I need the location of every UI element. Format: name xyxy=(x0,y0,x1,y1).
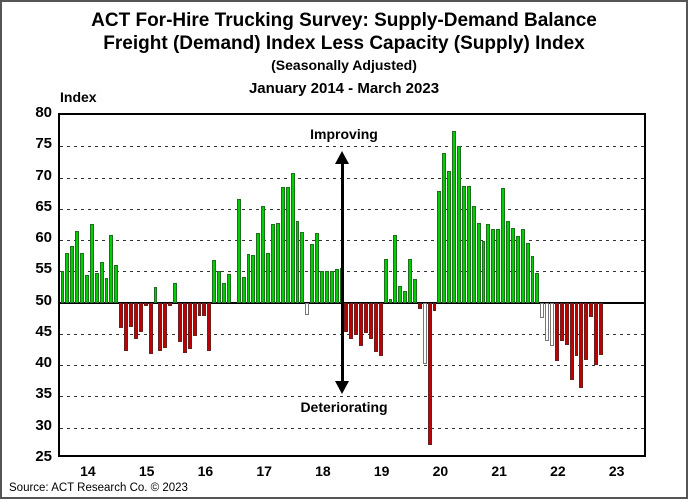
bar-2018-09 xyxy=(335,269,339,302)
gridline-35 xyxy=(60,396,644,397)
bar-2019-02 xyxy=(359,303,363,346)
bar-2019-09 xyxy=(393,235,397,303)
bar-2017-09 xyxy=(276,223,280,302)
bar-2015-10 xyxy=(163,303,167,349)
bar-2014-05 xyxy=(80,253,84,303)
bar-2017-01 xyxy=(237,199,241,302)
y-axis-unit-label: Index xyxy=(60,89,97,105)
bar-2021-01 xyxy=(472,206,476,303)
bar-2021-02 xyxy=(477,223,481,302)
bar-2019-04 xyxy=(369,303,373,339)
gridline-70 xyxy=(60,178,644,179)
bar-2018-02 xyxy=(300,232,304,303)
bar-2023-03 xyxy=(599,303,603,355)
arrow-up-icon xyxy=(335,151,349,164)
bar-2020-08 xyxy=(447,171,451,303)
gridline-30 xyxy=(60,428,644,429)
bar-2021-07 xyxy=(501,188,505,302)
chart-date-range: January 2014 - March 2023 xyxy=(248,80,440,97)
bar-2022-08 xyxy=(565,303,569,346)
bar-2023-02 xyxy=(594,303,598,366)
deteriorating-annotation: Deteriorating xyxy=(296,399,391,415)
arrow-down-icon xyxy=(335,381,349,394)
bar-2017-03 xyxy=(247,254,251,302)
x-tick-18: 18 xyxy=(315,463,331,479)
bar-2022-03 xyxy=(540,303,544,319)
bar-2017-02 xyxy=(242,277,246,303)
bar-2019-08 xyxy=(389,299,393,303)
y-tick-40: 40 xyxy=(35,354,52,372)
y-tick-35: 35 xyxy=(35,385,52,403)
bar-2017-07 xyxy=(266,253,270,302)
bar-2018-11 xyxy=(344,303,348,332)
bar-2016-07 xyxy=(207,303,211,351)
bar-2022-01 xyxy=(531,256,535,302)
bar-2014-03 xyxy=(70,246,74,302)
bar-2021-05 xyxy=(491,229,495,303)
bar-2019-06 xyxy=(379,303,383,356)
bar-2018-07 xyxy=(325,271,329,302)
bar-2016-09 xyxy=(217,271,221,302)
x-tick-23: 23 xyxy=(608,463,625,479)
bar-2016-11 xyxy=(227,274,231,302)
bar-2020-06 xyxy=(437,191,441,302)
bar-2015-09 xyxy=(158,303,162,352)
bar-2015-11 xyxy=(168,303,172,307)
bar-2016-04 xyxy=(193,303,197,336)
chart-subtitle: (Seasonally Adjusted) xyxy=(271,57,417,73)
bar-2020-11 xyxy=(462,186,466,302)
bar-2014-09 xyxy=(100,262,104,303)
bar-2018-03 xyxy=(305,303,309,315)
bar-2015-03 xyxy=(129,303,133,327)
y-tick-80: 80 xyxy=(35,104,52,121)
bar-2015-01 xyxy=(119,303,123,328)
y-tick-75: 75 xyxy=(35,135,52,153)
bar-2015-08 xyxy=(154,287,158,303)
bar-2020-12 xyxy=(467,186,471,302)
bar-2019-12 xyxy=(408,259,412,303)
bar-2020-09 xyxy=(452,131,456,303)
bar-2021-10 xyxy=(516,236,520,302)
y-tick-60: 60 xyxy=(35,229,52,247)
bar-2020-02 xyxy=(418,303,422,309)
bar-2015-06 xyxy=(144,303,148,306)
bar-2023-01 xyxy=(589,303,593,317)
bar-2018-05 xyxy=(315,233,319,302)
bar-2014-10 xyxy=(105,278,109,302)
bar-2019-03 xyxy=(364,303,368,333)
bar-2019-01 xyxy=(354,303,358,335)
x-tick-16: 16 xyxy=(197,463,214,479)
x-tick-17: 17 xyxy=(256,463,272,479)
bar-2019-11 xyxy=(403,291,407,303)
bar-2017-06 xyxy=(261,206,265,302)
bar-2017-10 xyxy=(281,187,285,303)
bar-2022-02 xyxy=(535,273,539,302)
chart-title-line2: Freight (Demand) Index Less Capacity (Supply) Index xyxy=(103,33,585,54)
bar-2020-04 xyxy=(428,303,432,446)
gridline-40 xyxy=(60,365,644,366)
bar-2022-04 xyxy=(545,303,549,342)
gridline-65 xyxy=(60,209,644,210)
bar-2021-11 xyxy=(521,229,525,303)
bar-2022-10 xyxy=(575,303,579,356)
bar-2016-01 xyxy=(178,303,182,342)
bar-2021-04 xyxy=(486,224,490,303)
bar-2016-03 xyxy=(188,303,192,349)
x-tick-21: 21 xyxy=(491,463,507,479)
bar-2018-01 xyxy=(296,221,300,302)
bar-2017-11 xyxy=(286,187,290,303)
bar-2016-10 xyxy=(222,283,226,303)
y-tick-45: 45 xyxy=(35,322,52,340)
gridline-60 xyxy=(60,240,644,241)
bar-2022-06 xyxy=(555,303,559,362)
bar-2014-01 xyxy=(61,271,65,302)
bar-2020-07 xyxy=(442,153,446,303)
bar-2017-08 xyxy=(271,224,275,303)
y-tick-70: 70 xyxy=(35,166,52,184)
bar-2014-06 xyxy=(85,275,89,303)
bar-2014-02 xyxy=(65,253,69,303)
bar-2021-09 xyxy=(511,228,515,302)
bar-2020-03 xyxy=(423,303,427,364)
bar-2016-02 xyxy=(183,303,187,354)
bar-2017-04 xyxy=(251,255,255,303)
bar-2022-07 xyxy=(560,303,564,342)
bar-2014-08 xyxy=(95,273,99,302)
y-tick-25: 25 xyxy=(35,448,52,465)
bar-2017-05 xyxy=(256,233,260,302)
bar-2015-07 xyxy=(149,303,153,354)
bar-2022-12 xyxy=(584,303,588,361)
bar-2015-05 xyxy=(139,303,143,332)
gridline-55 xyxy=(60,271,644,272)
bar-2015-02 xyxy=(124,303,128,352)
bar-2014-11 xyxy=(109,235,113,303)
x-tick-22: 22 xyxy=(550,463,566,479)
bar-2022-05 xyxy=(550,303,554,347)
bar-2021-08 xyxy=(506,221,510,303)
bar-2021-12 xyxy=(526,243,530,303)
source-credit: Source: ACT Research Co. © 2023 xyxy=(9,482,188,494)
chart-title-line1: ACT For-Hire Trucking Survey: Supply-Demand Balance xyxy=(91,10,597,31)
x-tick-20: 20 xyxy=(432,463,449,479)
bar-2019-07 xyxy=(384,259,388,303)
bar-2014-04 xyxy=(75,231,79,303)
bar-2020-01 xyxy=(413,279,417,302)
bar-2018-08 xyxy=(330,271,334,303)
bar-2020-10 xyxy=(457,146,461,303)
bar-2019-05 xyxy=(374,303,378,352)
bar-2016-08 xyxy=(212,260,216,303)
y-tick-65: 65 xyxy=(35,197,52,215)
bar-2021-06 xyxy=(496,229,500,303)
bar-2016-06 xyxy=(202,303,206,317)
bar-2020-05 xyxy=(433,303,437,312)
bar-2022-09 xyxy=(570,303,574,381)
bar-2018-04 xyxy=(310,244,314,303)
bar-2015-04 xyxy=(134,303,138,339)
balance-arrow-line xyxy=(341,161,344,384)
bar-2021-03 xyxy=(482,241,486,303)
bar-2016-05 xyxy=(198,303,202,317)
bar-2022-11 xyxy=(579,303,583,389)
x-tick-15: 15 xyxy=(138,463,155,479)
bar-2014-12 xyxy=(114,265,118,303)
x-tick-14: 14 xyxy=(80,463,96,479)
y-tick-50: 50 xyxy=(35,291,52,309)
y-tick-55: 55 xyxy=(35,260,52,278)
gridline-75 xyxy=(60,146,644,147)
bar-2017-12 xyxy=(291,173,295,303)
x-tick-19: 19 xyxy=(373,463,390,479)
bar-2015-12 xyxy=(173,283,177,303)
bar-2018-06 xyxy=(320,271,324,302)
bar-2014-07 xyxy=(90,224,94,302)
y-tick-30: 30 xyxy=(35,416,52,434)
bar-2018-12 xyxy=(349,303,353,339)
improving-annotation: Improving xyxy=(306,126,382,142)
bar-2019-10 xyxy=(398,286,402,302)
